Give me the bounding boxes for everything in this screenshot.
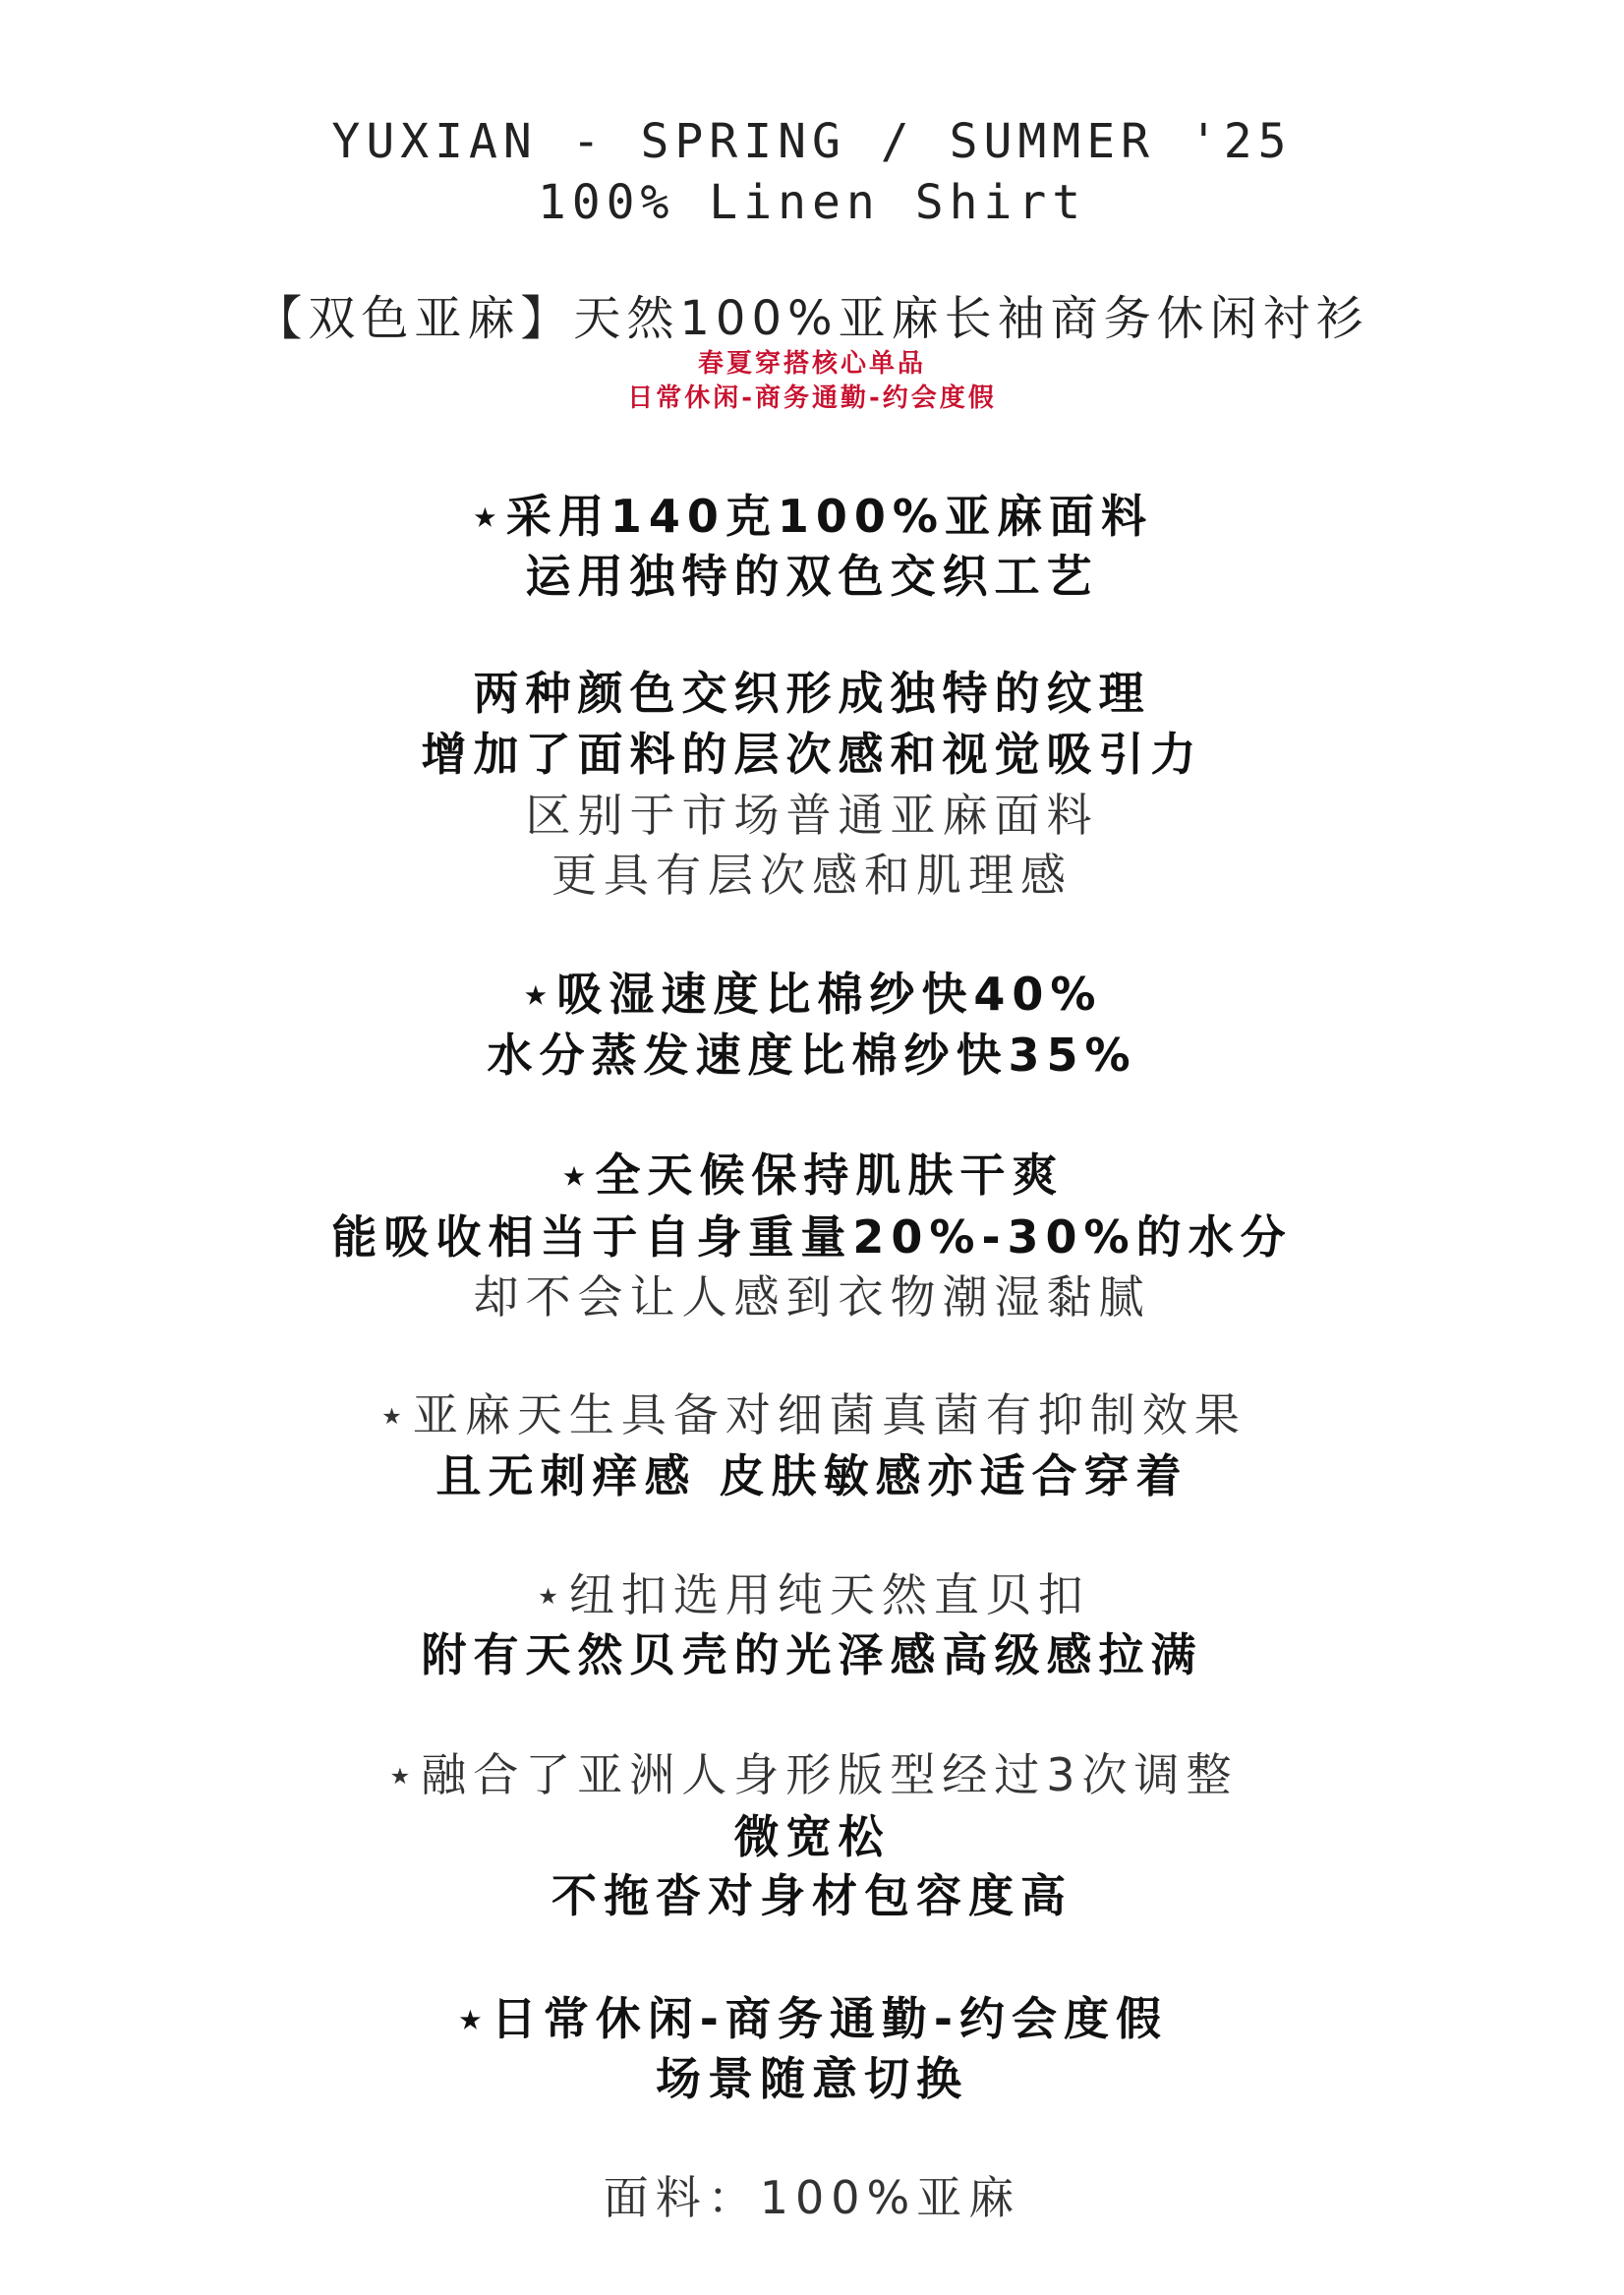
material-composition: 面料：100%亚麻 xyxy=(603,2171,1021,2224)
feature-line: 且无刺痒感 皮肤敏感亦适合穿着 xyxy=(435,1449,1189,1502)
feature-line: ⋆日常休闲-商务通勤-约会度假 xyxy=(456,1992,1168,2045)
feature-line: 附有天然贝壳的光泽感高级感拉满 xyxy=(421,1628,1203,1681)
feature-line: ⋆纽扣选用纯天然直贝扣 xyxy=(534,1568,1090,1621)
feature-line: 更具有层次感和肌理感 xyxy=(551,849,1073,902)
feature-line: 场景随意切换 xyxy=(656,2052,968,2105)
feature-line: 区别于市场普通亚麻面料 xyxy=(525,789,1099,842)
feature-line: ⋆融合了亚洲人身形版型经过3次调整 xyxy=(385,1748,1239,1801)
feature-line: ⋆吸湿速度比棉纱快40% xyxy=(521,968,1103,1021)
feature-line: 微宽松 xyxy=(733,1810,891,1863)
feature-line: 运用独特的双色交织工艺 xyxy=(525,550,1099,603)
feature-line: ⋆全天候保持肌肤干爽 xyxy=(559,1148,1065,1202)
feature-line: 增加了面料的层次感和视觉吸引力 xyxy=(421,728,1203,781)
feature-line: 水分蒸发速度比棉纱快35% xyxy=(487,1029,1137,1082)
feature-line: 不拖沓对身材包容度高 xyxy=(551,1869,1073,1922)
feature-line: 能吸收相当于自身重量20%-30%的水分 xyxy=(331,1210,1293,1264)
feature-line: 两种颜色交织形成独特的纹理 xyxy=(473,667,1151,720)
product-name-heading: 100% Linen Shirt xyxy=(537,175,1087,230)
product-scenes: 日常休闲-商务通勤-约会度假 xyxy=(627,383,997,413)
brand-season-heading: YUXIAN - SPRING / SUMMER '25 xyxy=(331,114,1293,169)
product-title: 【双色亚麻】天然100%亚麻长袖商务休闲衬衫 xyxy=(255,291,1369,346)
feature-line: 却不会让人感到衣物潮湿黏腻 xyxy=(473,1270,1151,1324)
feature-line: ⋆亚麻天生具备对细菌真菌有抑制效果 xyxy=(377,1388,1247,1442)
feature-line: ⋆采用140克100%亚麻面料 xyxy=(471,490,1153,543)
product-tagline: 春夏穿搭核心单品 xyxy=(697,349,926,379)
